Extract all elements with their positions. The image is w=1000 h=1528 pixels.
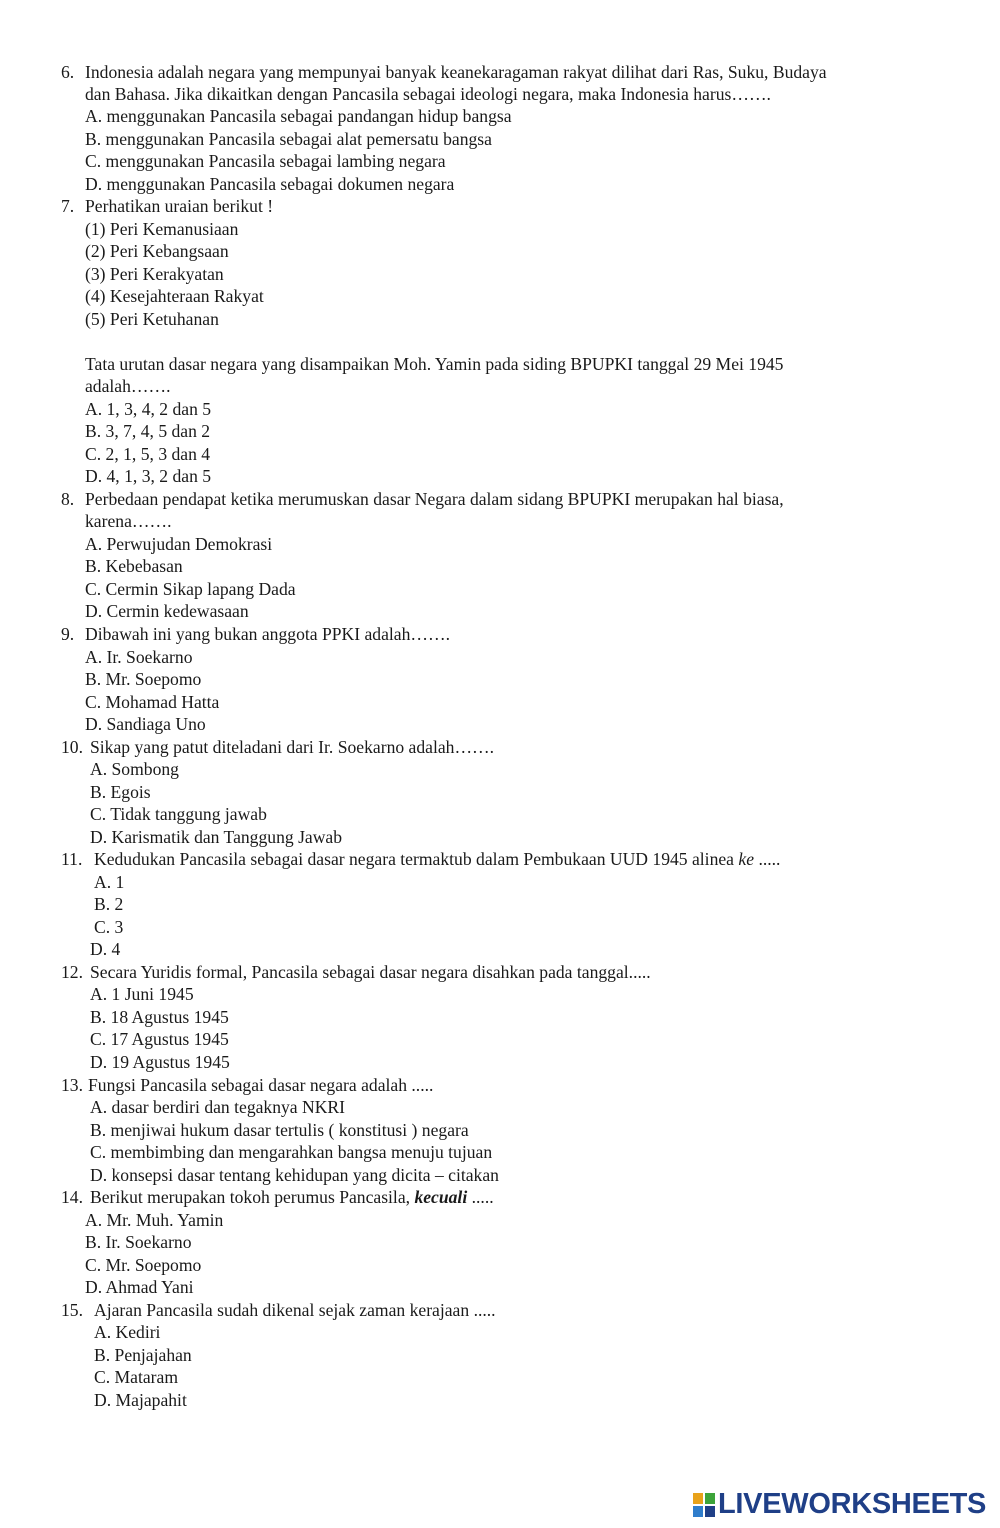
q6-option-d: D. menggunakan Pancasila sebagai dokumen negara — [85, 174, 455, 194]
q7-number: 7. — [61, 196, 75, 216]
q7-option-d: D. 4, 1, 3, 2 dan 5 — [85, 466, 212, 486]
q12-option-d: D. 19 Agustus 1945 — [90, 1052, 230, 1072]
q11-option-a: A. 1 — [94, 872, 125, 892]
q11-option-d: D. 4 — [90, 939, 121, 959]
q11-number: 11. — [61, 849, 83, 869]
q9-stem: Dibawah ini yang bukan anggota PPKI adalah……. — [85, 624, 450, 644]
q14-option-a: A. Mr. Muh. Yamin — [85, 1210, 224, 1230]
liveworksheets-brand — [692, 1488, 986, 1521]
q8-option-d: D. Cermin kedewasaan — [85, 601, 249, 621]
q8-option-a: A. Perwujudan Demokrasi — [85, 534, 273, 554]
q15-option-d: D. Majapahit — [94, 1390, 187, 1410]
q13-option-a: A. dasar berdiri dan tegaknya NKRI — [90, 1097, 346, 1117]
q7-intro: Perhatikan uraian berikut ! — [85, 196, 274, 216]
q7-option-b: B. 3, 7, 4, 5 dan 2 — [85, 421, 211, 441]
q7-option-c: C. 2, 1, 5, 3 dan 4 — [85, 444, 211, 464]
q10-option-d: D. Karismatik dan Tanggung Jawab — [90, 827, 343, 847]
q12-option-b: B. 18 Agustus 1945 — [90, 1007, 229, 1027]
q9-number: 9. — [61, 624, 75, 644]
q7-stem-line2: adalah……. — [85, 376, 171, 396]
q9-option-c: C. Mohamad Hatta — [85, 692, 220, 712]
q14-stem-text: Berikut merupakan tokoh perumus Pancasila, — [90, 1187, 411, 1207]
q12-option-a: A. 1 Juni 1945 — [90, 984, 194, 1004]
q9-option-d: D. Sandiaga Uno — [85, 714, 206, 734]
q10-option-a: A. Sombong — [90, 759, 179, 779]
q14-option-b: B. Ir. Soekarno — [85, 1232, 192, 1252]
q10-number: 10. — [61, 737, 83, 757]
q13-number: 13. — [61, 1075, 83, 1095]
q15-option-b: B. Penjajahan — [94, 1345, 192, 1365]
q15-option-a: A. Kediri — [94, 1322, 161, 1342]
q10-option-c: C. Tidak tanggung jawab — [90, 804, 267, 824]
q11-stem — [94, 848, 780, 870]
q8-stem-line2: karena……. — [85, 511, 172, 531]
q11-stem-text: Kedudukan Pancasila sebagai dasar negara termaktub dalam Pembukaan UUD 1945 alinea — [94, 849, 734, 869]
q13-option-b: B. menjiwai hukum dasar tertulis ( konstitusi ) negara — [90, 1120, 469, 1140]
q15-stem: Ajaran Pancasila sudah dikenal sejak zaman kerajaan ..... — [94, 1300, 496, 1320]
q7-item: (3) Peri Kerakyatan — [85, 264, 224, 284]
q13-option-d: D. konsepsi dasar tentang kehidupan yang dicita – citakan — [90, 1165, 499, 1185]
q12-option-c: C. 17 Agustus 1945 — [90, 1029, 229, 1049]
q6-option-a: A. menggunakan Pancasila sebagai pandangan hidup bangsa — [85, 106, 512, 126]
liveworksheets-logo-icon — [692, 1492, 716, 1518]
q13-stem: Fungsi Pancasila sebagai dasar negara adalah ..... — [88, 1075, 434, 1095]
q14-stem-emphasis: kecuali — [414, 1187, 468, 1207]
q8-number: 8. — [61, 489, 75, 509]
q14-option-d: D. Ahmad Yani — [85, 1277, 194, 1297]
q11-stem-italic: ke — [738, 849, 755, 869]
q6-stem-line2: dan Bahasa. Jika dikaitkan dengan Pancasila sebagai ideologi negara, maka Indonesia harus……. — [85, 84, 771, 104]
q11-option-c: C. 3 — [94, 917, 124, 937]
q12-number: 12. — [61, 962, 83, 982]
q6-option-b: B. menggunakan Pancasila sebagai alat pemersatu bangsa — [85, 129, 492, 149]
q8-option-b: B. Kebebasan — [85, 556, 183, 576]
q7-item: (1) Peri Kemanusiaan — [85, 219, 239, 239]
q11-stem-end: ..... — [758, 849, 781, 869]
q7-item: (5) Peri Ketuhanan — [85, 309, 219, 329]
q7-stem-line1: Tata urutan dasar negara yang disampaikan Moh. Yamin pada siding BPUPKI tanggal 29 Mei 1945 — [85, 354, 784, 374]
q12-stem: Secara Yuridis formal, Pancasila sebagai dasar negara disahkan pada tanggal..... — [90, 962, 651, 982]
q10-stem: Sikap yang patut diteladani dari Ir. Soekarno adalah……. — [90, 737, 495, 757]
q8-stem-line1: Perbedaan pendapat ketika merumuskan dasar Negara dalam sidang BPUPKI merupakan hal biasa, — [85, 489, 784, 509]
q7-option-a: A. 1, 3, 4, 2 dan 5 — [85, 399, 212, 419]
q15-option-c: C. Mataram — [94, 1367, 179, 1387]
q6-option-c: C. menggunakan Pancasila sebagai lambing negara — [85, 151, 446, 171]
q8-option-c: C. Cermin Sikap lapang Dada — [85, 579, 296, 599]
q7-item: (2) Peri Kebangsaan — [85, 241, 229, 261]
q15-number: 15. — [61, 1300, 83, 1320]
q14-option-c: C. Mr. Soepomo — [85, 1255, 202, 1275]
q14-number: 14. — [61, 1187, 83, 1207]
q13-option-c: C. membimbing dan mengarahkan bangsa menuju tujuan — [90, 1142, 493, 1162]
q9-option-b: B. Mr. Soepomo — [85, 669, 202, 689]
liveworksheets-wordmark: LIVEWORKSHEETS — [718, 1488, 987, 1520]
q7-item: (4) Kesejahteraan Rakyat — [85, 286, 264, 306]
q14-stem-end: ..... — [471, 1187, 494, 1207]
q6-stem-line1: Indonesia adalah negara yang mempunyai banyak keanekaragaman rakyat dilihat dari Ras, Suku, Budaya — [85, 62, 827, 82]
q6-number: 6. — [61, 62, 75, 82]
q10-option-b: B. Egois — [90, 782, 151, 802]
q14-stem — [90, 1186, 494, 1208]
q11-option-b: B. 2 — [94, 894, 124, 914]
q9-option-a: A. Ir. Soekarno — [85, 647, 193, 667]
